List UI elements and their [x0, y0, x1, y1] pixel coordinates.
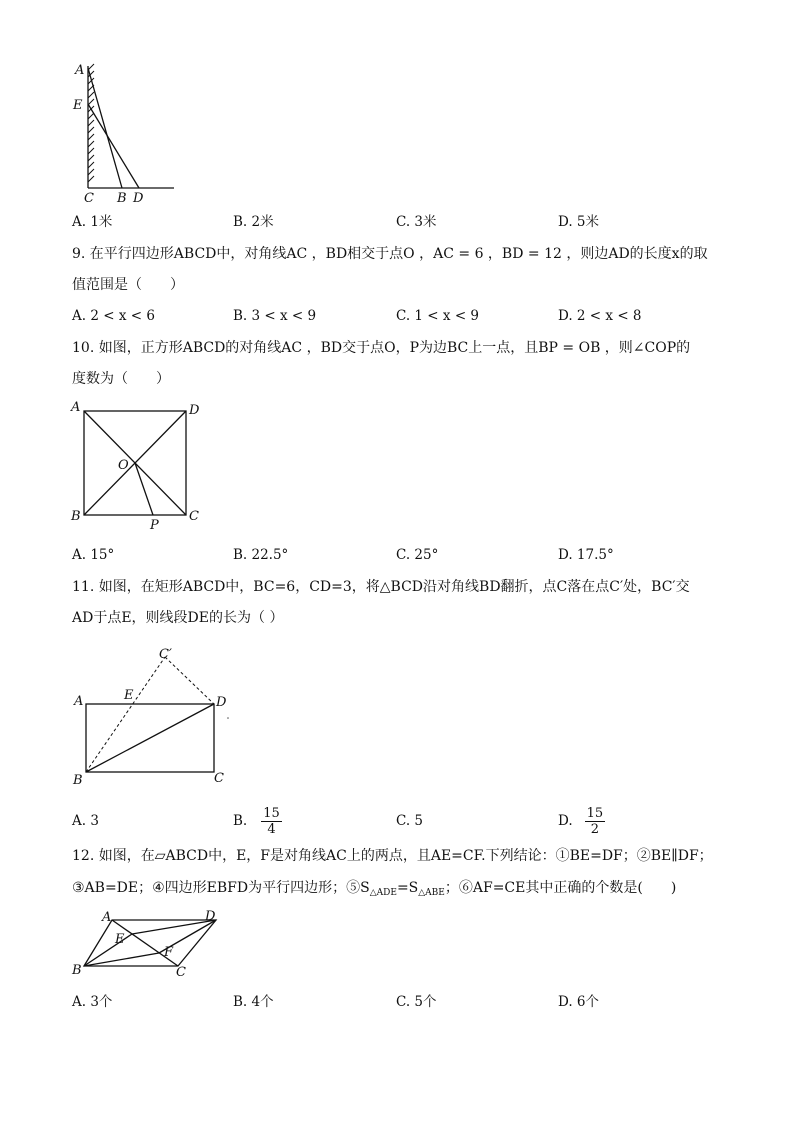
q12-label-C: C — [176, 965, 186, 980]
q12-parallelogram — [84, 920, 216, 966]
q10-label-B: B — [71, 509, 81, 524]
q11-figure — [68, 644, 238, 786]
q12-line2-subscript-abe: △ABE — [418, 888, 445, 898]
q10-option-a[interactable]: A. 15° — [72, 547, 115, 563]
q11-option-b[interactable] — [233, 799, 282, 843]
q9-option-b[interactable]: B. 3 < x < 9 — [233, 308, 317, 324]
q11-label-C: C — [214, 771, 224, 786]
q11-question-line2: AD于点E，则线段DE的长为（ ） — [72, 610, 284, 626]
q11-option-d-numerator: 15 — [586, 805, 604, 821]
q12-figure — [66, 908, 226, 980]
q11-diagonal-bd — [86, 704, 214, 772]
q11-label-B: B — [73, 773, 83, 786]
q8-ladder-ed — [88, 104, 139, 188]
q8-option-b[interactable]: B. 2米 — [233, 214, 274, 230]
q12-option-b[interactable]: B. 4个 — [233, 994, 274, 1010]
q9-option-d[interactable]: D. 2 < x < 8 — [558, 308, 642, 324]
q11-label-Cp: C′ — [159, 647, 172, 662]
q8-option-d[interactable]: D. 5米 — [558, 214, 600, 230]
q8-label-C: C — [84, 191, 94, 206]
q12-label-B: B — [72, 963, 82, 978]
q12-label-D: D — [205, 909, 216, 924]
q11-label-A: A — [74, 694, 84, 709]
q11-stray-dot — [227, 717, 229, 719]
q8-label-D: D — [133, 191, 144, 206]
q12-question-line1: 12. 如图，在▱ABCD中，E，F是对角线AC上的两点，且AE=CF.下列结论：①BE=DF；②BE∥DF； — [72, 848, 713, 864]
q10-label-D: D — [189, 403, 200, 418]
q10-figure — [68, 398, 208, 532]
q12-option-a[interactable]: A. 3个 — [72, 994, 113, 1010]
q11-option-d[interactable] — [558, 799, 605, 843]
q10-question-line2: 度数为（ ） — [72, 371, 170, 387]
q12-option-c[interactable]: C. 5个 — [396, 994, 437, 1010]
q8-label-A: A — [75, 63, 85, 78]
q8-wall-hatching — [88, 64, 94, 182]
q10-label-C: C — [189, 509, 199, 524]
q11-fold-bc — [86, 657, 165, 772]
q10-label-O: O — [118, 458, 129, 473]
q12-line2-part-b: =S — [396, 880, 419, 896]
q8-label-B: B — [117, 191, 127, 206]
q9-option-c[interactable]: C. 1 < x < 9 — [396, 308, 480, 324]
q10-option-b[interactable]: B. 22.5° — [233, 547, 289, 563]
q12-question-line2 — [72, 878, 676, 903]
q12-label-F: F — [164, 945, 174, 960]
q12-line2-part-a: ③AB=DE；④四边形EBFD为平行四边形；⑤S — [72, 880, 370, 896]
q10-segment-op — [135, 463, 153, 515]
q12-line2-subscript-ade: △ADE — [369, 888, 397, 898]
q11-option-b-numerator: 15 — [263, 805, 280, 821]
q12-label-E: E — [115, 932, 125, 947]
q11-option-a[interactable]: A. 3 — [72, 813, 99, 829]
q8-option-a[interactable]: A. 1米 — [72, 214, 113, 230]
q10-option-c[interactable]: C. 25° — [396, 547, 439, 563]
q11-option-d-prefix: D. — [558, 813, 573, 829]
q9-question-line2: 值范围是（ ） — [72, 277, 184, 293]
q8-figure — [66, 58, 182, 206]
q10-label-P: P — [150, 518, 159, 532]
q11-option-d-fraction — [585, 806, 606, 837]
q11-label-D: D — [216, 695, 227, 710]
q10-question-line1: 10. 如图，正方形ABCD的对角线AC ，BD交于点O，P为边BC上一点，且BP = OB ，则∠COP的 — [72, 340, 691, 356]
q9-question-line1: 9. 在平行四边形ABCD中，对角线AC ，BD相交于点O ，AC = 6 ，BD = 12 ，则边AD的长度x的取 — [72, 246, 708, 262]
q11-option-d-denominator: 2 — [590, 821, 600, 837]
q11-label-E: E — [124, 688, 134, 703]
q8-option-c[interactable]: C. 3米 — [396, 214, 437, 230]
q12-option-d[interactable]: D. 6个 — [558, 994, 600, 1010]
q12-label-A: A — [102, 910, 112, 925]
q11-option-b-denominator: 4 — [267, 821, 276, 837]
q11-option-b-prefix: B. — [233, 813, 248, 829]
q11-option-c[interactable]: C. 5 — [396, 813, 424, 829]
q11-question-line1: 11. 如图，在矩形ABCD中，BC=6，CD=3，将△BCD沿对角线BD翻折，点C落在点C′处，BC′交 — [72, 579, 690, 595]
q8-label-E: E — [73, 98, 83, 113]
q12-segment-bf — [84, 953, 159, 966]
q9-option-a[interactable]: A. 2 < x < 6 — [72, 308, 155, 324]
q12-line2-part-c: ；⑥AF=CE其中正确的个数是( ) — [444, 880, 677, 896]
q11-option-b-fraction — [261, 806, 282, 837]
q11-fold-cd — [165, 657, 214, 704]
q10-option-d[interactable]: D. 17.5° — [558, 547, 614, 563]
q10-label-A: A — [71, 400, 81, 415]
